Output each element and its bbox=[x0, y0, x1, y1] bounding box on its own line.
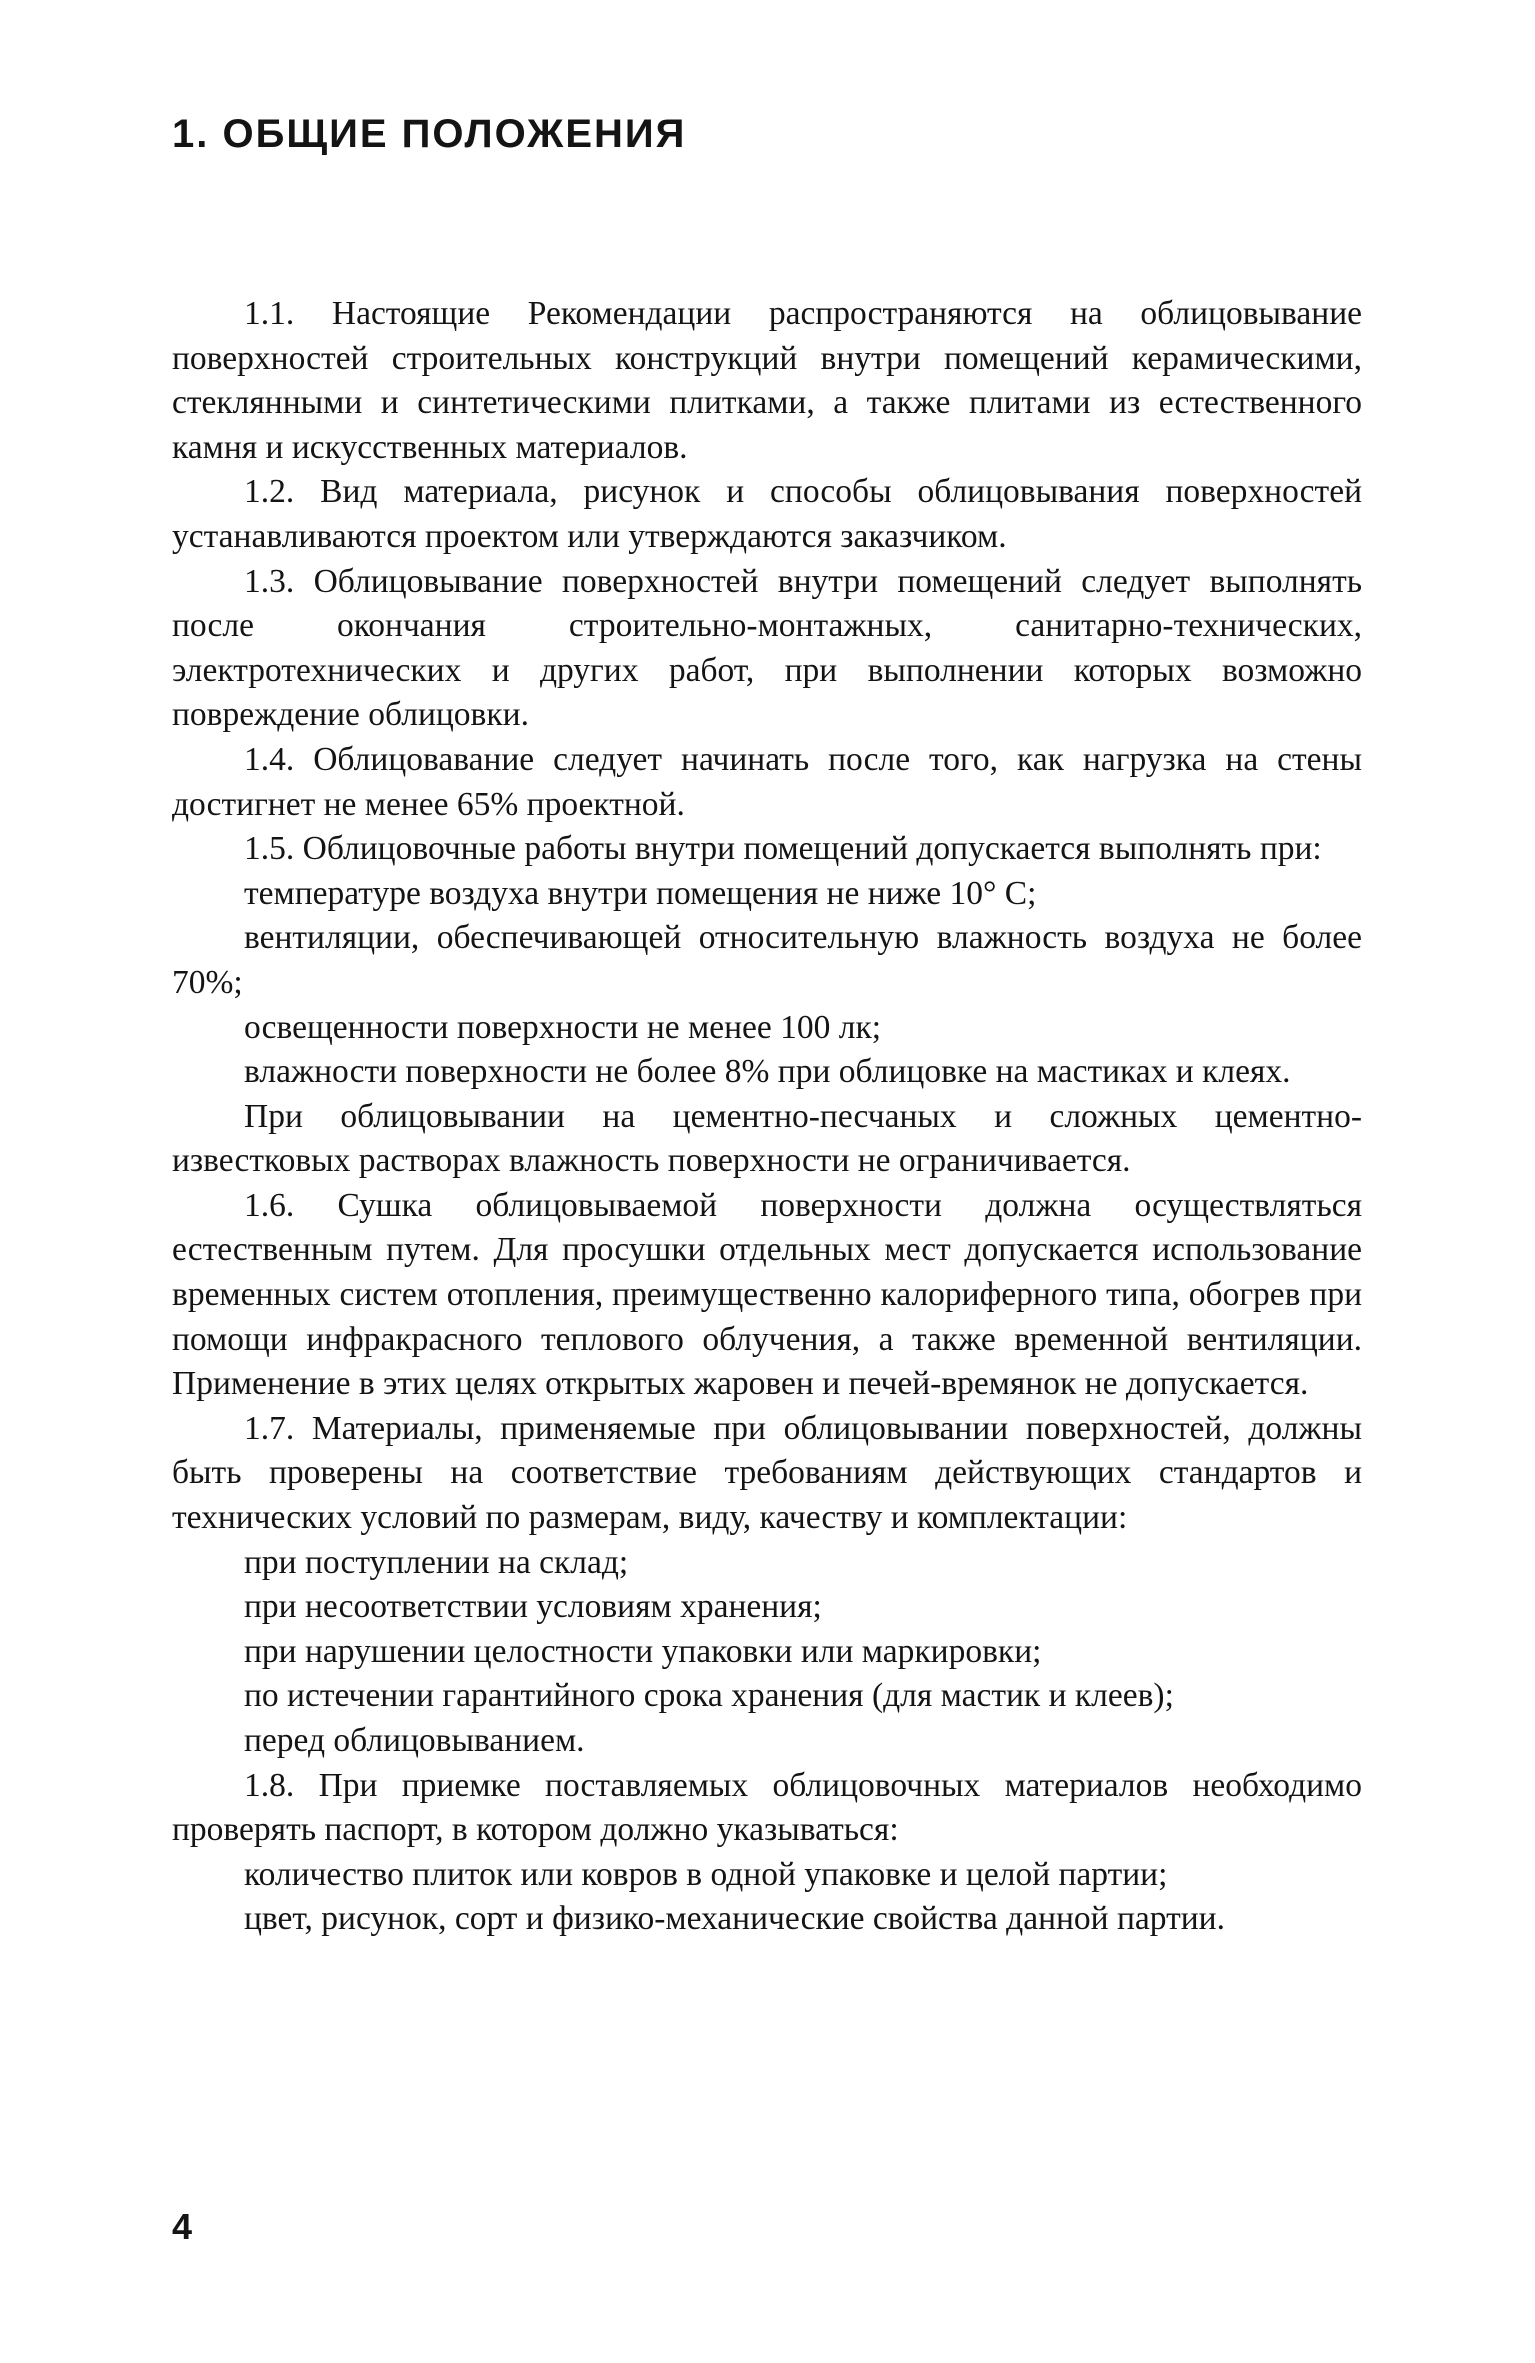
paragraph-1-8: 1.8. При приемке поставляемых облицовочных материалов необходимо проверять паспорт, в котором должно указываться: bbox=[172, 1766, 1362, 1849]
paragraph-1-2: 1.2. Вид материала, рисунок и способы облицовывания поверхностей устанавливаются проектом или утверждаются заказчиком. bbox=[172, 473, 1362, 555]
paragraph-cement-note: При облицовывании на цементно-песчаных и сложных цементно-известковых растворах влажность поверхности не ограничивается. bbox=[172, 1097, 1362, 1180]
condition-ventilation: вентиляции, обеспечивающей относительную влажность воздуха не более 70%; bbox=[172, 919, 1362, 1001]
check-before-facing: перед облицовыванием. bbox=[244, 1722, 585, 1759]
paragraph-1-6: 1.6. Сушка облицовываемой поверхности должна осуществляться естественным путем. Для просушки отдельных мест допускается использование временных систем отопления, преимущественно калориферного типа, обогрев при помощи инфракрасного теплового облучения, а также временной вентиляции. Применение в этих целях открытых жаровен и печей-времянок не допускается. bbox=[172, 1186, 1362, 1403]
page-number: 4 bbox=[172, 2206, 193, 2247]
paragraph-1-7: 1.7. Материалы, применяемые при облицовывании поверхностей, должны быть проверены на соответствие требованиям действующих стандартов и технических условий по размерам, виду, качеству и комплектации: bbox=[172, 1409, 1362, 1537]
check-storage-conditions: при несоответствии условиям хранения; bbox=[244, 1588, 822, 1626]
paragraph-1-1: 1.1. Настоящие Рекомендации распространяются на облицовывание поверхностей строительных конструкций внутри помещений керамическими, стеклянными и синтетическими плитками, а также плитами из естественного камня и искусственных материалов. bbox=[172, 295, 1362, 466]
condition-illumination: освещенности поверхности не менее 100 лк; bbox=[244, 1008, 882, 1046]
body-text bbox=[172, 292, 1362, 1942]
check-shelf-life: по истечении гарантийного срока хранения (для мастик и клеев); bbox=[244, 1677, 1174, 1715]
paragraph-1-5: 1.5. Облицовочные работы внутри помещений допускается выполнять при: bbox=[244, 830, 1322, 868]
condition-humidity: влажности поверхности не более 8% при облицовке на мастиках и клеях. bbox=[244, 1053, 1291, 1091]
section-title: 1. ОБЩИЕ ПОЛОЖЕНИЯ bbox=[172, 112, 687, 156]
check-packaging-integrity: при нарушении целостности упаковки или маркировки; bbox=[244, 1632, 1042, 1670]
paragraph-1-3: 1.3. Облицовывание поверхностей внутри помещений следует выполнять после окончания строительно-монтажных, санитарно-технических, электротехнических и других работ, при выполнении которых возможно повреждение облицовки. bbox=[172, 562, 1362, 734]
condition-temperature: температуре воздуха внутри помещения не ниже 10° С; bbox=[244, 874, 1037, 912]
passport-properties: цвет, рисунок, сорт и физико-механические свойства данной партии. bbox=[244, 1900, 1225, 1938]
paragraph-1-4: 1.4. Облицовавание следует начинать после того, как нагрузка на стены достигнет не менее 65% проектной. bbox=[172, 740, 1362, 823]
passport-quantity: количество плиток или ковров в одной упаковке и целой партии; bbox=[244, 1855, 1168, 1893]
check-on-arrival: при поступлении на склад; bbox=[244, 1543, 629, 1581]
